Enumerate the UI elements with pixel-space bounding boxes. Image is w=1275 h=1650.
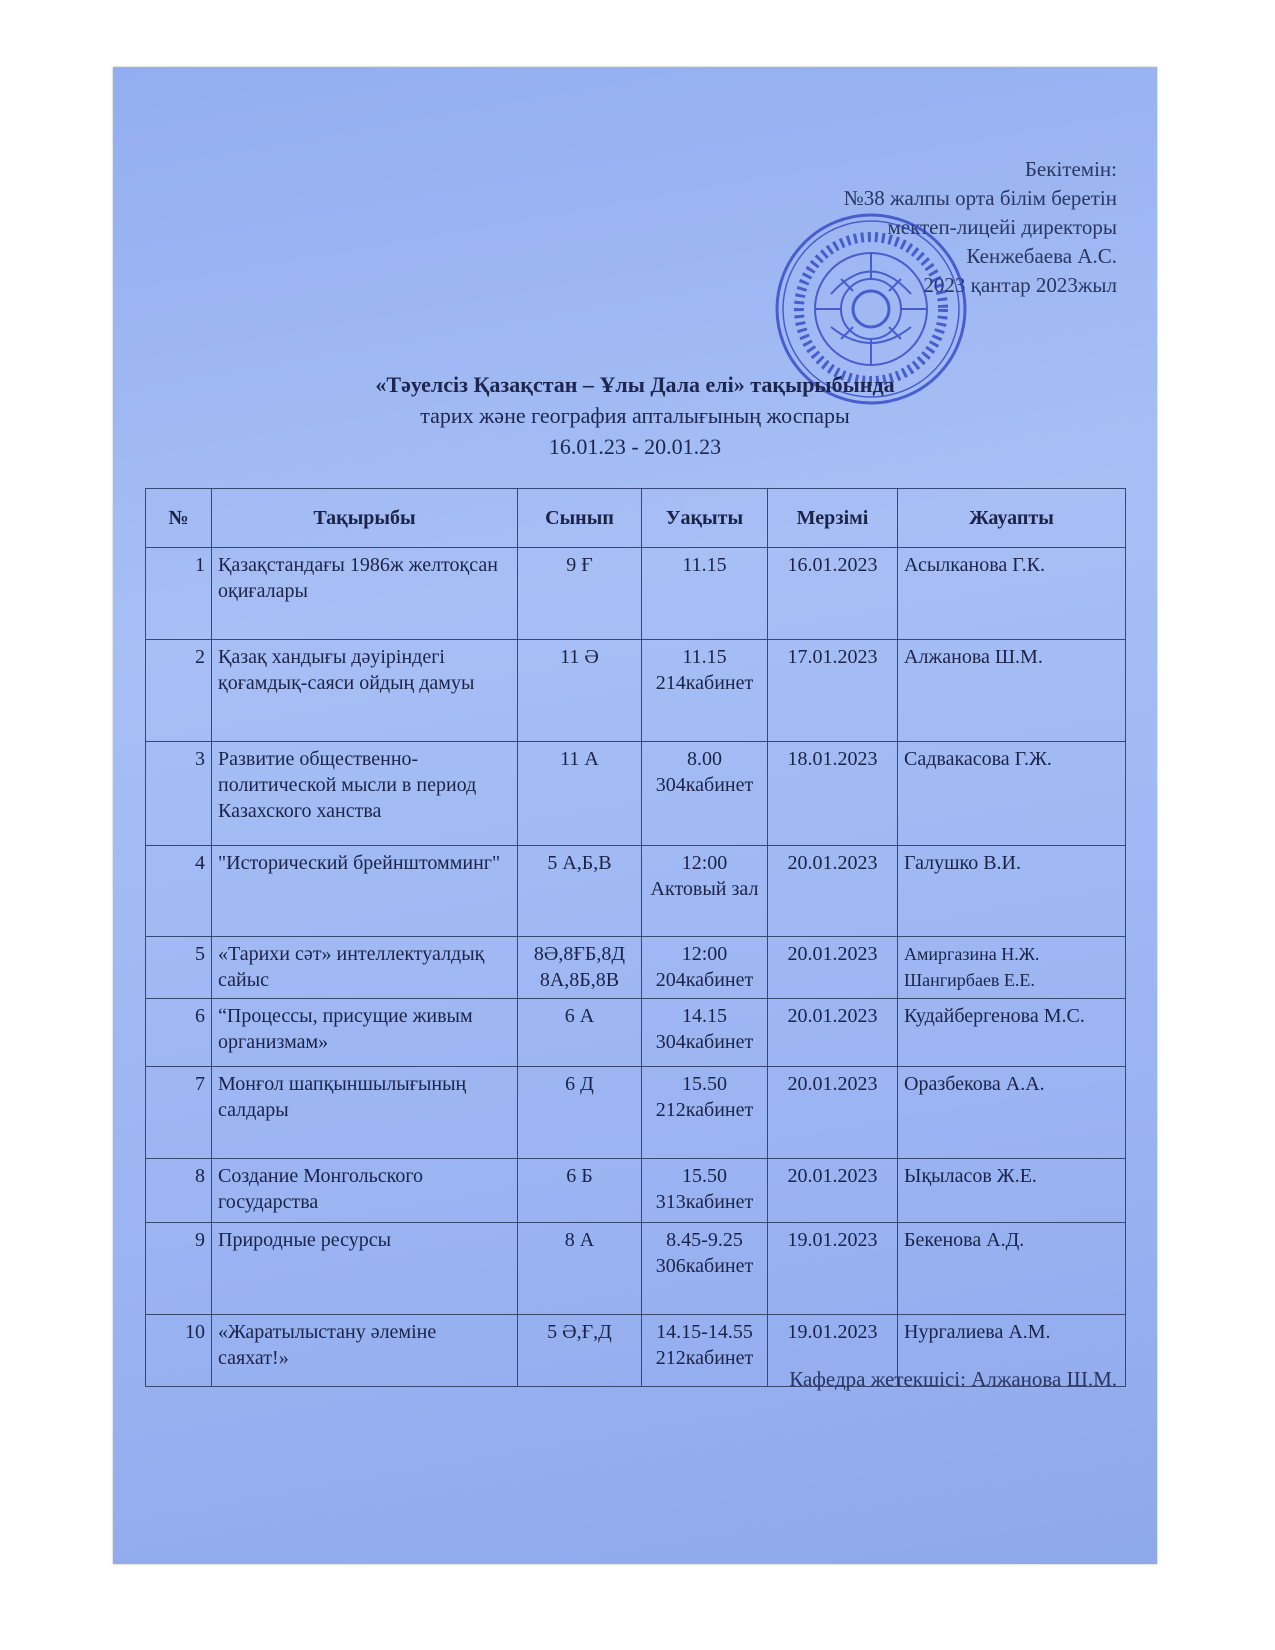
document-title: «Тәуелсіз Қазақстан – Ұлы Дала елі» тақырыбында xyxy=(375,372,895,397)
approval-line: №38 жалпы орта білім беретін xyxy=(843,186,1117,210)
table-row xyxy=(146,937,1126,999)
row-responsible: Садвакасова Г.Ж. xyxy=(898,742,1126,846)
table-row xyxy=(146,1223,1126,1315)
row-class: 6 А xyxy=(518,999,642,1067)
document-subtitle: тарих және география апталығының жоспары xyxy=(420,403,850,428)
row-class: 6 Д xyxy=(518,1067,642,1159)
row-number: 5 xyxy=(146,937,212,999)
table-row xyxy=(146,548,1126,640)
row-date: 16.01.2023 xyxy=(768,548,898,640)
department-head: Кафедра жетекшісі: Алжанова Ш.М. xyxy=(789,1367,1117,1391)
row-number: 8 xyxy=(146,1159,212,1223)
row-number: 9 xyxy=(146,1223,212,1315)
row-topic: Природные ресурсы xyxy=(212,1223,518,1315)
table-header-row xyxy=(146,489,1126,548)
row-date: 18.01.2023 xyxy=(768,742,898,846)
row-responsible: Алжанова Ш.М. xyxy=(898,640,1126,742)
row-class: 5 А,Б,В xyxy=(518,846,642,937)
row-time: 12:00 Актовый зал xyxy=(642,846,768,937)
row-date: 20.01.2023 xyxy=(768,1067,898,1159)
table-row xyxy=(146,999,1126,1067)
row-date: 20.01.2023 xyxy=(768,1159,898,1223)
row-topic: Қазақстандағы 1986ж желтоқсан оқиғалары xyxy=(212,548,518,640)
row-responsible: Оразбекова А.А. xyxy=(898,1067,1126,1159)
header-responsible: Жауапты xyxy=(898,489,1126,548)
table-row xyxy=(146,1159,1126,1223)
row-class: 8 А xyxy=(518,1223,642,1315)
row-time: 12:00 204кабинет xyxy=(642,937,768,999)
row-time: 14.15-14.55 212кабинет xyxy=(642,1315,768,1387)
row-topic: Монғол шапқыншылығының салдары xyxy=(212,1067,518,1159)
row-topic: Развитие общественно-политической мысли в период Казахского ханства xyxy=(212,742,518,846)
row-responsible: Бекенова А.Д. xyxy=(898,1223,1126,1315)
row-number: 1 xyxy=(146,548,212,640)
row-date: 20.01.2023 xyxy=(768,999,898,1067)
row-topic: Қазақ хандығы дәуіріндегі қоғамдық-саяси ойдың дамуы xyxy=(212,640,518,742)
row-number: 6 xyxy=(146,999,212,1067)
approval-line: мектеп-лицейі директоры xyxy=(887,215,1117,239)
plan-table xyxy=(145,488,1126,1387)
row-topic: “Процессы, присущие живым организмам» xyxy=(212,999,518,1067)
table-row xyxy=(146,742,1126,846)
row-topic: Создание Монгольского государства xyxy=(212,1159,518,1223)
row-class: 11 А xyxy=(518,742,642,846)
document-sheet xyxy=(113,67,1157,1564)
row-topic: «Тарихи сәт» интеллектуалдық сайыс xyxy=(212,937,518,999)
header-topic: Тақырыбы xyxy=(212,489,518,548)
table-row xyxy=(146,846,1126,937)
row-time: 11.15 214кабинет xyxy=(642,640,768,742)
row-number: 3 xyxy=(146,742,212,846)
row-number: 4 xyxy=(146,846,212,937)
table-row xyxy=(146,1067,1126,1159)
row-class: 8Ә,8ҒБ,8Д 8А,8Б,8В xyxy=(518,937,642,999)
row-date: 20.01.2023 xyxy=(768,937,898,999)
row-date: 19.01.2023 xyxy=(768,1315,898,1387)
row-class: 6 Б xyxy=(518,1159,642,1223)
row-time: 11.15 xyxy=(642,548,768,640)
row-topic: «Жаратылыстану әлеміне саяхат!» xyxy=(212,1315,518,1387)
approval-line: Бекітемін: xyxy=(1024,157,1117,181)
table-row xyxy=(146,640,1126,742)
approval-line: 2023 қантар 2023жыл xyxy=(923,273,1117,297)
row-class: 11 Ә xyxy=(518,640,642,742)
header-number: № xyxy=(146,489,212,548)
row-number: 7 xyxy=(146,1067,212,1159)
row-time: 14.15 304кабинет xyxy=(642,999,768,1067)
row-class: 9 Ғ xyxy=(518,548,642,640)
row-responsible: Асылканова Г.К. xyxy=(898,548,1126,640)
row-number: 2 xyxy=(146,640,212,742)
row-responsible: Амиргазина Н.Ж. Шангирбаев Е.Е. xyxy=(898,937,1126,999)
row-topic: "Исторический брейнштомминг" xyxy=(212,846,518,937)
row-responsible: Ықыласов Ж.Е. xyxy=(898,1159,1126,1223)
row-date: 17.01.2023 xyxy=(768,640,898,742)
row-time: 8.45-9.25 306кабинет xyxy=(642,1223,768,1315)
header-date: Мерзімі xyxy=(768,489,898,548)
header-class: Сынып xyxy=(518,489,642,548)
row-responsible: Галушко В.И. xyxy=(898,846,1126,937)
row-number: 10 xyxy=(146,1315,212,1387)
header-time: Уақыты xyxy=(642,489,768,548)
approval-line: Кенжебаева А.С. xyxy=(966,244,1117,268)
date-range: 16.01.23 - 20.01.23 xyxy=(548,434,722,459)
row-date: 19.01.2023 xyxy=(768,1223,898,1315)
row-class: 5 Ә,Ғ,Д xyxy=(518,1315,642,1387)
row-time: 8.00 304кабинет xyxy=(642,742,768,846)
row-time: 15.50 212кабинет xyxy=(642,1067,768,1159)
row-time: 15.50 313кабинет xyxy=(642,1159,768,1223)
row-responsible: Кудайбергенова М.С. xyxy=(898,999,1126,1067)
row-responsible: Нургалиева А.М. xyxy=(898,1315,1126,1387)
row-date: 20.01.2023 xyxy=(768,846,898,937)
